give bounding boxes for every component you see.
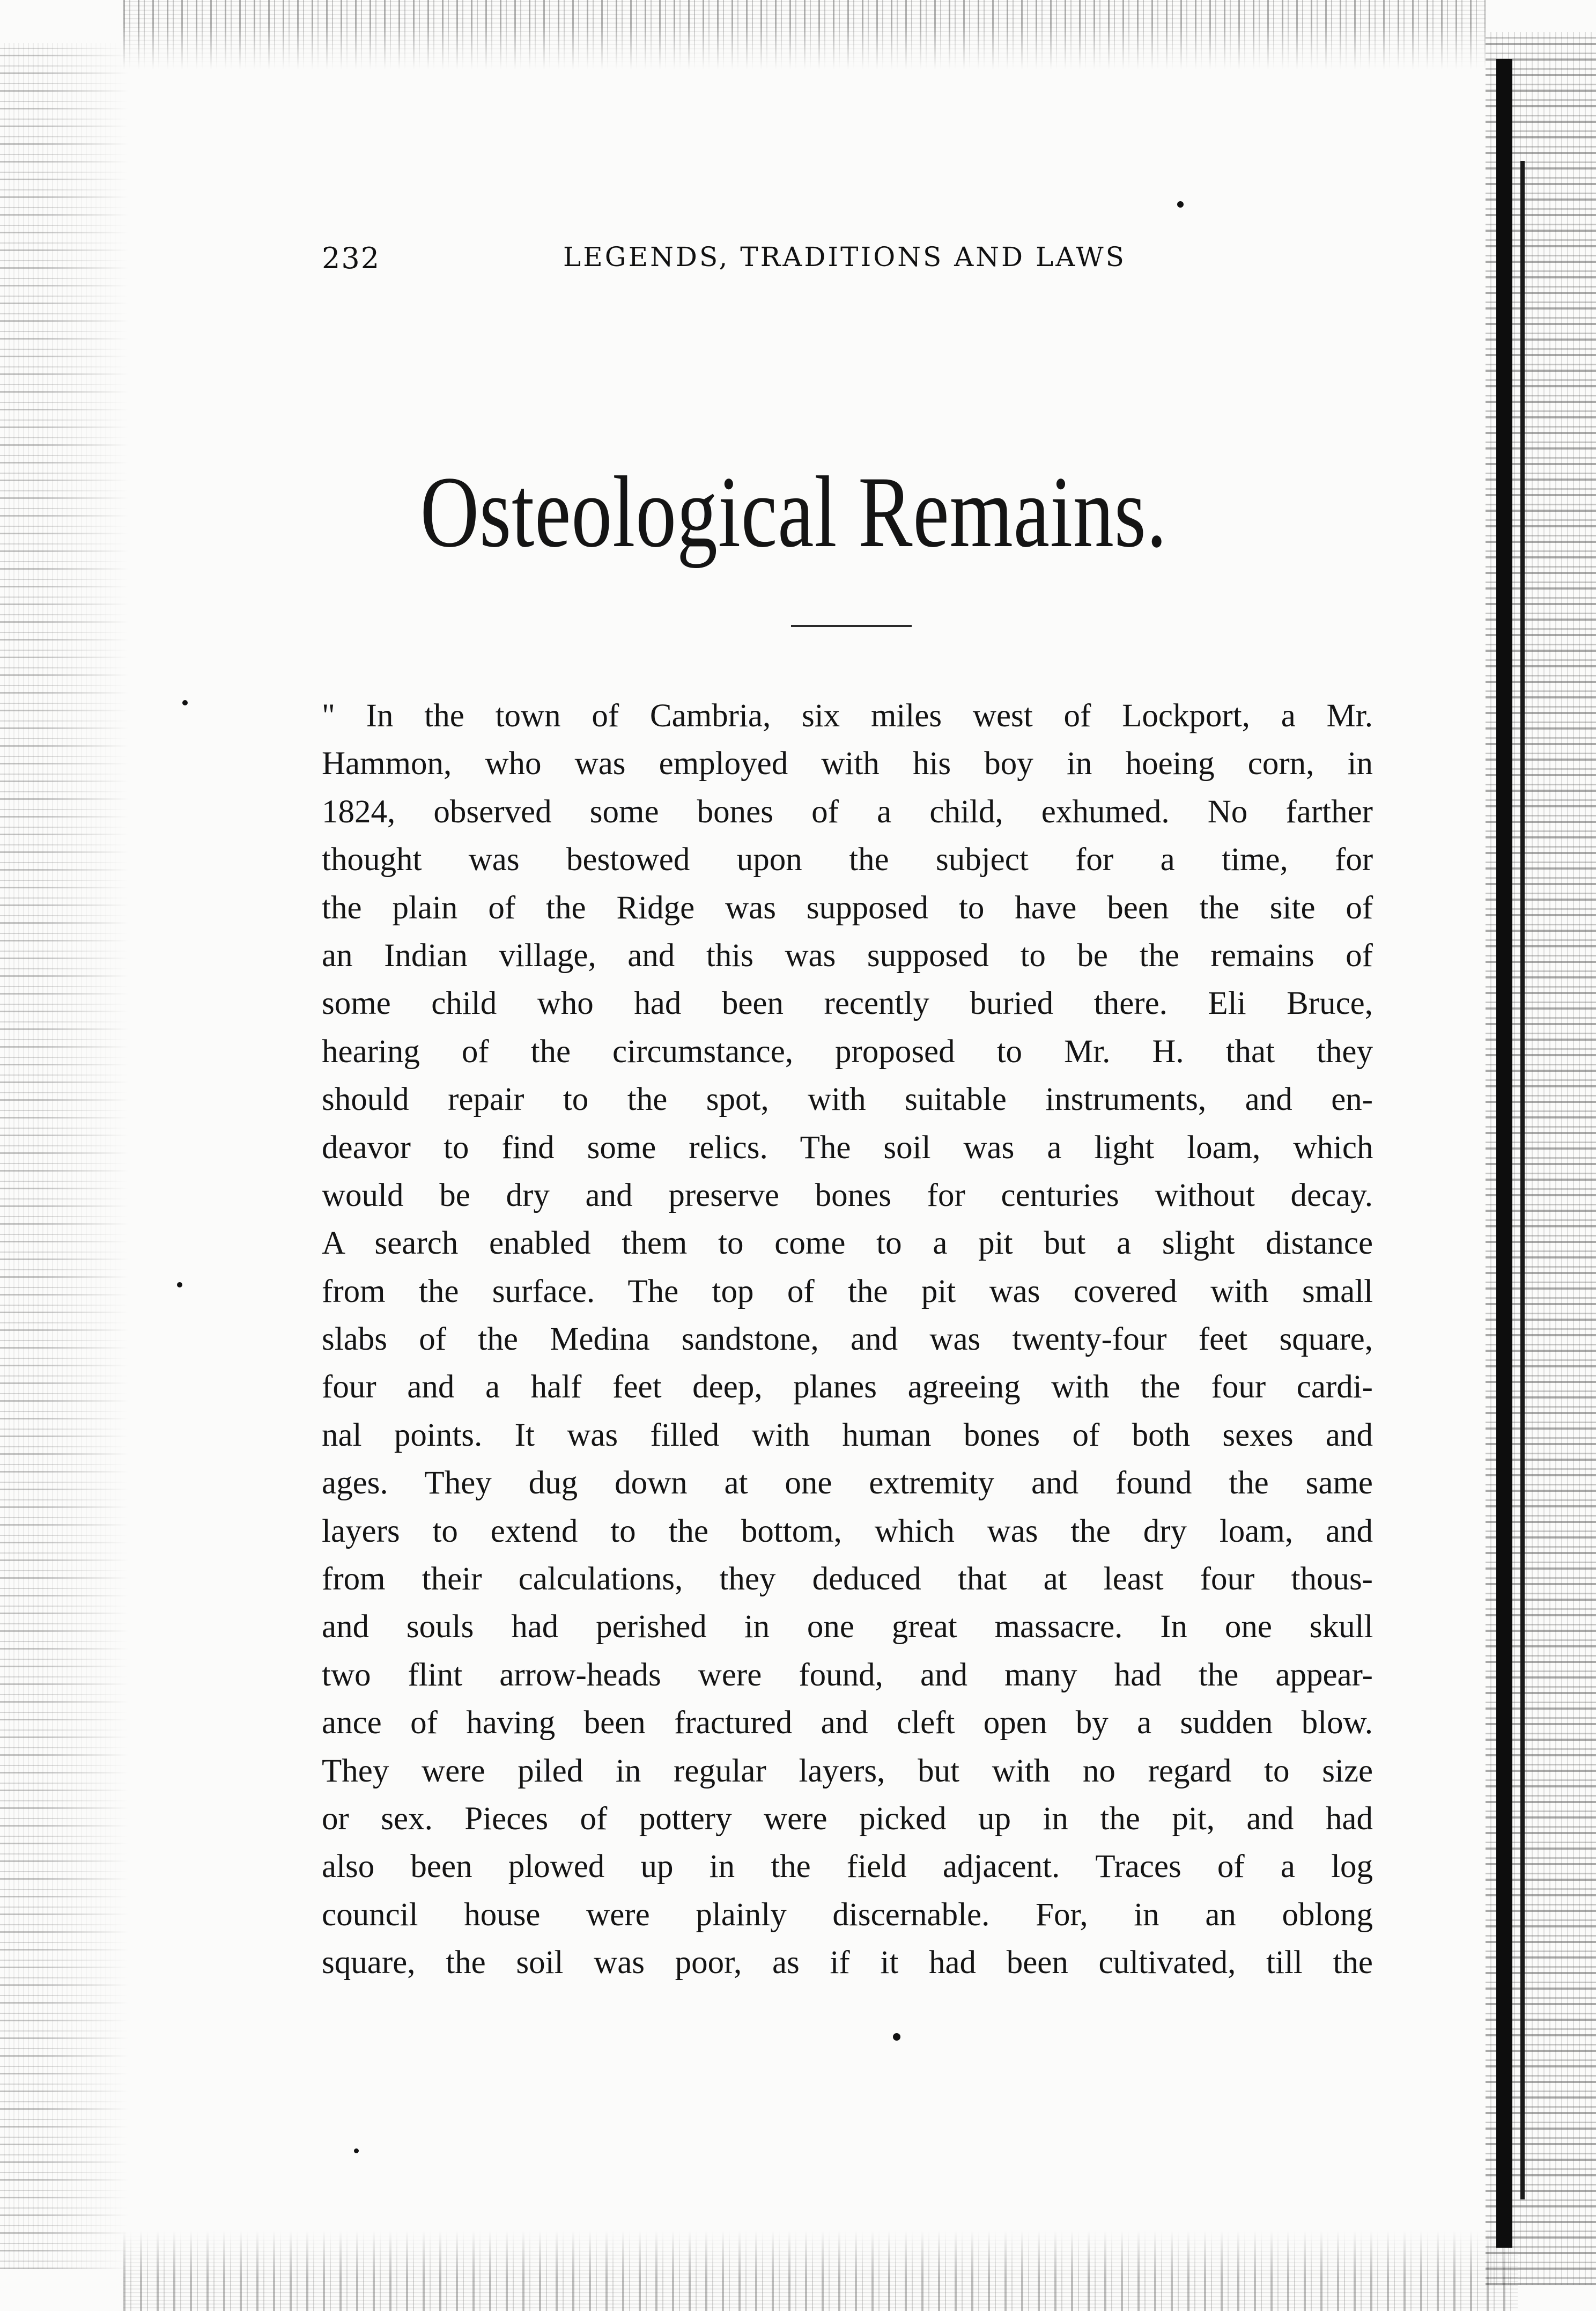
page-number: 232 [322, 241, 381, 275]
text-line: an Indian village, and this was supposed to be the remains of [322, 937, 1373, 974]
text-line: two flint arrow-heads were found, and many had the appear- [322, 1657, 1373, 1693]
text-line: four and a half feet deep, planes agreeing with the four cardi- [322, 1369, 1373, 1405]
chapter-title: Osteological Remains. [420, 456, 1168, 569]
ink-speck [177, 1282, 182, 1287]
scan-noise-bottom [123, 2231, 1518, 2311]
binding-shadow-line [1520, 161, 1525, 2199]
text-line: ages. They dug down at one extremity and found the same [322, 1465, 1373, 1502]
binding-edge [1496, 59, 1512, 2248]
ink-speck [354, 2148, 359, 2153]
scan-noise-top [123, 0, 1486, 70]
title-divider [791, 625, 912, 627]
text-line: Hammon, who was employed with his boy in hoeing corn, in [322, 746, 1373, 782]
text-line: They were piled in regular layers, but with no regard to size [322, 1753, 1373, 1789]
ink-speck [893, 2033, 900, 2041]
text-line: layers to extend to the bottom, which was the dry loam, and [322, 1513, 1373, 1549]
text-line: should repair to the spot, with suitable instruments, and en- [322, 1081, 1373, 1118]
text-line: and souls had perished in one great massacre. In one skull [322, 1609, 1373, 1645]
text-line: thought was bestowed upon the subject for a time, for [322, 842, 1373, 878]
text-line: slabs of the Medina sandstone, and was twenty-four feet square, [322, 1321, 1373, 1358]
text-line: " In the town of Cambria, six miles west of Lockport, a Mr. [322, 698, 1373, 734]
scan-noise-left [0, 43, 129, 2269]
ink-speck [1177, 201, 1184, 208]
text-line: deavor to find some relics. The soil was a light loam, which [322, 1129, 1373, 1166]
text-line: ance of having been fractured and cleft open by a sudden blow. [322, 1705, 1373, 1741]
text-line: the plain of the Ridge was supposed to have been the site of [322, 889, 1373, 926]
text-line: nal points. It was filled with human bones of both sexes and [322, 1417, 1373, 1453]
text-line: also been plowed up in the field adjacent. Traces of a log [322, 1849, 1373, 1885]
ink-speck [182, 700, 188, 705]
text-line: from their calculations, they deduced that at least four thous- [322, 1561, 1373, 1598]
text-line: council house were plainly discernable. For, in an oblong [322, 1896, 1373, 1933]
text-line: hearing of the circumstance, proposed to Mr. H. that they [322, 1033, 1373, 1070]
text-line: would be dry and preserve bones for centuries without decay. [322, 1177, 1373, 1213]
text-line: or sex. Pieces of pottery were picked up in the pit, and had [322, 1800, 1373, 1837]
text-line: from the surface. The top of the pit was covered with small [322, 1273, 1373, 1309]
text-line: A search enabled them to come to a pit but a slight distance [322, 1225, 1373, 1262]
text-line: square, the soil was poor, as if it had been cultivated, till the [322, 1945, 1373, 1981]
running-title: LEGENDS, TRADITIONS AND LAWS [563, 241, 1126, 273]
page-header [322, 241, 1233, 279]
text-line: some child who had been recently buried there. Eli Bruce, [322, 985, 1373, 1022]
body-text [322, 692, 1373, 2044]
text-line: 1824, observed some bones of a child, exhumed. No farther [322, 793, 1373, 830]
